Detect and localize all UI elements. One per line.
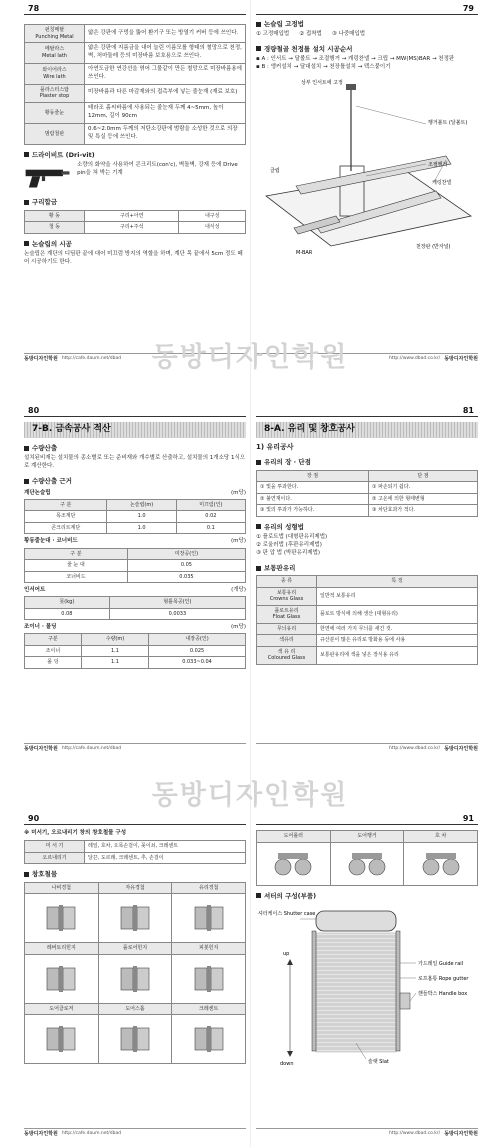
shutter-slat bbox=[316, 977, 396, 980]
shutter-slat bbox=[316, 989, 396, 992]
product-name: 메탈라스 Metal lath bbox=[25, 43, 85, 64]
column-header: 구 분 bbox=[25, 499, 107, 511]
table-cell: ① 파손되기 쉽다. bbox=[368, 482, 477, 494]
table-row bbox=[257, 493, 478, 505]
alloy-property: 내구성 bbox=[179, 210, 246, 222]
shutter-slat bbox=[316, 1049, 396, 1052]
hardware-photo-icon bbox=[102, 896, 169, 940]
stair-sub: 계단논슬립 (m당) bbox=[24, 489, 246, 496]
fix-list bbox=[256, 31, 478, 38]
glass-pros-cons-table bbox=[256, 470, 478, 517]
hardware-label-row bbox=[25, 1003, 246, 1015]
glass-feature: 플로트 방식에 의해 생산 (대형유리) bbox=[317, 605, 478, 623]
footer-url: http://www.dbad.co.kr/ bbox=[389, 356, 441, 362]
label-mbar: M-BAR bbox=[296, 249, 313, 256]
table-row bbox=[257, 605, 478, 623]
copper-heading: 구리합금 bbox=[24, 198, 246, 206]
page-91 bbox=[256, 810, 478, 1147]
page-number: 91 bbox=[462, 814, 474, 823]
stair-nonslip-table bbox=[24, 499, 246, 535]
table-row bbox=[257, 646, 478, 664]
product-name: 범람철판 bbox=[25, 123, 85, 144]
page-number: 78 bbox=[28, 4, 40, 13]
table-header-row bbox=[25, 499, 246, 511]
fix-item: ② 접착법 bbox=[299, 31, 322, 38]
hardware-image-cell bbox=[404, 842, 478, 885]
table-cell: 1.1 bbox=[81, 657, 148, 669]
page-footer bbox=[24, 743, 246, 752]
glass-feature: 한면에 여러 가지 무늬를 새긴 것. bbox=[317, 623, 478, 635]
table-cell: 1.0 bbox=[107, 511, 176, 523]
shutter-heading: 셔터의 구성(부품) bbox=[256, 892, 478, 900]
product-name: 황동줄눈 bbox=[25, 102, 85, 123]
roller-photo-icon bbox=[407, 845, 474, 883]
bullet-square-icon bbox=[24, 241, 29, 246]
fix-item: ① 고정매입법 bbox=[256, 31, 290, 38]
hardware-image-cell bbox=[98, 954, 172, 1003]
plain-heading: 보통판유리 bbox=[256, 564, 478, 572]
table-cell: 조이너 bbox=[25, 645, 82, 657]
product-desc: 미장바름과 다른 마감재와의 접촉부에 넣는 줄눈재 (재료 보호) bbox=[85, 84, 246, 102]
bullet-square-icon bbox=[256, 524, 261, 529]
roller-photo-icon bbox=[260, 845, 327, 883]
column-header: 종 류 bbox=[257, 576, 317, 588]
hardware-photo-icon bbox=[175, 896, 242, 940]
table-row bbox=[25, 210, 246, 222]
table-cell: 1.1 bbox=[81, 645, 148, 657]
hardware-image-cell bbox=[172, 954, 246, 1003]
hardware-image-cell bbox=[257, 842, 331, 885]
shutter-slat bbox=[316, 1041, 396, 1044]
page-81 bbox=[256, 402, 478, 762]
shutter-slat bbox=[316, 1021, 396, 1024]
shutter-slat bbox=[316, 1025, 396, 1028]
shutter-slat bbox=[316, 1001, 396, 1004]
table-row bbox=[25, 84, 246, 102]
calc-desc: 설치된비재는 설치물의 종소별로 또는 준비재와 개수별로 산출하고, 설치물의 1개소당 1식으로 계산한다. bbox=[24, 455, 246, 470]
glass-type: 색유리 bbox=[257, 635, 317, 647]
bullet-square-icon bbox=[24, 152, 29, 157]
table-row bbox=[25, 657, 246, 669]
column-header: 단 점 bbox=[368, 470, 477, 482]
hardware-label: 피봇힌지 bbox=[172, 943, 246, 955]
product-desc: 아연도금한 연강선을 엮어 그물같이 만든 철망으로 미장바름용에 쓰인다. bbox=[85, 63, 246, 84]
shutter-slat bbox=[316, 945, 396, 948]
table-header-row bbox=[25, 634, 246, 646]
top-rule bbox=[24, 14, 246, 15]
label-case: 셔터케이스 Shutter case bbox=[258, 910, 316, 917]
hardware-image-cell bbox=[98, 894, 172, 943]
table-cell: 몰 딩 bbox=[25, 657, 82, 669]
table-row bbox=[257, 482, 478, 494]
bullet-square-icon bbox=[24, 446, 29, 451]
table-cell: 0.0033 bbox=[109, 608, 245, 620]
page-footer bbox=[256, 743, 478, 752]
shutter-slat bbox=[316, 1045, 396, 1048]
label-clip: 클립 bbox=[270, 167, 280, 174]
shutter-slat bbox=[316, 1009, 396, 1012]
table-row bbox=[25, 852, 246, 864]
product-desc: 얇은 강판에 지름금을 내어 늘린 이름모를 형태의 철망으로 천정, 벽, 처마둘레 등의 미장바름 보호용으로 쓰인다. bbox=[85, 43, 246, 64]
shutter-slat bbox=[316, 1033, 396, 1036]
footer-logo: 동방디자인학원 bbox=[444, 355, 478, 362]
hardware-photo-icon bbox=[175, 957, 242, 1001]
plain-glass-table bbox=[256, 575, 478, 665]
shutter-slat bbox=[316, 1029, 396, 1032]
label-gutter: 로프홈통 Rope gutter bbox=[418, 975, 469, 982]
product-name: 플라스터스탑 Plaster stop bbox=[25, 84, 85, 102]
hardware-photo-icon bbox=[102, 957, 169, 1001]
top-rule bbox=[24, 824, 246, 825]
table-row bbox=[25, 123, 246, 144]
shutter-slat bbox=[316, 965, 396, 968]
ceiling-step-b: ▪ B : 앵커설치 → 달대설치 → 천장틀설치 → 텍스붙이기 bbox=[256, 63, 391, 70]
move-heading: ※ 미서기, 오르내리기 창의 창호철물 구성 bbox=[24, 830, 127, 836]
shutter-slat bbox=[316, 941, 396, 944]
shutter-slat bbox=[316, 969, 396, 972]
table-header-row bbox=[25, 548, 246, 560]
chapter-banner: 8-A. 유리 및 창호공사 bbox=[256, 422, 478, 438]
column-header: 구분 bbox=[25, 634, 82, 646]
label-rail: 가드레일 Guide rail bbox=[418, 960, 464, 967]
label-board: 천장판 (반자널) bbox=[416, 243, 451, 250]
window-type: 오르내리기 bbox=[25, 852, 85, 864]
table-row bbox=[25, 511, 246, 523]
page-footer bbox=[256, 1128, 478, 1137]
table-row bbox=[25, 43, 246, 64]
footer-logo: 동방디자인학원 bbox=[24, 1130, 58, 1137]
table-row bbox=[25, 102, 246, 123]
ceiling-step-a: ▪ A : 인서트 → 달볼트 → 조절행거 → 캐링찬넬 → 크립 → MW(MS)BAR → 천정판 bbox=[256, 56, 455, 63]
shutter-slat bbox=[316, 957, 396, 960]
bullet-square-icon bbox=[256, 22, 261, 27]
column-header: 수량(m) bbox=[81, 634, 148, 646]
glass-feature: 보통판유리에 색을 넣은 장식용 유리 bbox=[317, 646, 478, 664]
hardware-image-row bbox=[25, 954, 246, 1003]
footer-logo: 동방디자인학원 bbox=[444, 1130, 478, 1137]
label-up: up bbox=[283, 950, 290, 957]
table-row bbox=[257, 635, 478, 647]
spread-78-79 bbox=[0, 0, 500, 372]
label-channel: 캐링찬넬 bbox=[432, 179, 452, 186]
glass-type: 색 유 리 Coloured Glass bbox=[257, 646, 317, 664]
hardware-label: 유리경첩 bbox=[172, 882, 246, 894]
column-header: 미장공(인) bbox=[127, 548, 245, 560]
alloy-composition: 구리+아연 bbox=[85, 210, 179, 222]
footer-url: http://cafe.daum.net/dbad bbox=[61, 1131, 122, 1137]
table-cell: 0.033~0.04 bbox=[149, 657, 246, 669]
hardware-photo-icon bbox=[102, 1017, 169, 1061]
hardware-photo-icon bbox=[28, 896, 95, 940]
watermark-text: 동방디자인학원 bbox=[151, 780, 349, 811]
hardware-label: 호 차 bbox=[404, 831, 478, 843]
page-79 bbox=[256, 0, 478, 372]
page-footer bbox=[24, 1128, 246, 1137]
stair-heading: 논슬립의 시공 bbox=[24, 240, 246, 248]
page-number: 90 bbox=[28, 814, 40, 823]
watermark-text: 동방디자인학원 bbox=[151, 342, 349, 373]
glass-feature: 규산분이 많은 유리로 방화용 등에 사용 bbox=[317, 635, 478, 647]
table-row bbox=[25, 571, 246, 583]
page-number: 80 bbox=[28, 406, 40, 415]
metal-products-table bbox=[24, 24, 246, 145]
alloy-composition: 구리+주석 bbox=[85, 222, 179, 234]
table-cell: 코너비드 bbox=[25, 571, 128, 583]
table-row bbox=[25, 608, 246, 620]
footer-url: http://cafe.daum.net/dbad bbox=[61, 356, 122, 362]
hardware-image-cell bbox=[25, 954, 99, 1003]
footer-url: http://cafe.daum.net/dbad bbox=[61, 746, 122, 752]
hardware-label: 크레센트 bbox=[172, 1003, 246, 1015]
dri-vit-heading: 드라이비트 (Dri-vit) bbox=[24, 151, 246, 159]
dri-vit-desc: 소량의 화약을 사용하여 콘크리트(con'c), 벽돌벽, 강재 등에 Drive pin을 쳐 박는 기계 bbox=[77, 162, 238, 177]
make-item: ② 로울러법 (후판유리제법) bbox=[256, 541, 322, 548]
joint-table bbox=[24, 548, 246, 584]
shutter-slat bbox=[316, 1017, 396, 1020]
product-desc: 0.6~2.0mm 두께의 저탄소강판에 범람을 소성한 것으로 의장 및 특실 등에 쓰인다. bbox=[85, 123, 246, 144]
page-90 bbox=[24, 810, 246, 1147]
make-list bbox=[256, 534, 478, 558]
footer-url: http://www.dbad.co.kr/ bbox=[389, 746, 441, 752]
make-heading: 유리의 성형법 bbox=[256, 523, 478, 531]
hardware-image-cell bbox=[25, 1015, 99, 1064]
ceiling-frame-diagram bbox=[256, 76, 478, 266]
table-row bbox=[25, 522, 246, 534]
bullet-square-icon bbox=[256, 893, 261, 898]
shutter-slat bbox=[316, 973, 396, 976]
drivit-gun-icon bbox=[24, 162, 71, 192]
bullet-square-icon bbox=[256, 46, 261, 51]
hardware-label: 도어롤러 bbox=[257, 831, 331, 843]
spread-90-91 bbox=[0, 810, 500, 1147]
bullet-square-icon bbox=[256, 566, 261, 571]
table-row bbox=[25, 841, 246, 853]
shutter-slat bbox=[316, 993, 396, 996]
shutter-slat bbox=[316, 1037, 396, 1040]
table-cell: 0.035 bbox=[127, 571, 245, 583]
hardware-label: 플로어힌지 bbox=[98, 943, 172, 955]
window-type: 미 서 기 bbox=[25, 841, 85, 853]
shutter-slat bbox=[316, 1005, 396, 1008]
table-cell: ② 불연재이다. bbox=[257, 493, 369, 505]
footer-logo: 동방디자인학원 bbox=[24, 355, 58, 362]
chapter-banner: 7-B. 금속공사 적산 bbox=[24, 422, 246, 438]
calc-heading: 수량산출 bbox=[24, 444, 246, 452]
label-slat: 슬랫 Slat bbox=[368, 1058, 389, 1065]
pros-heading: 유리의 장 · 단점 bbox=[256, 458, 478, 466]
hardware-label-row bbox=[25, 882, 246, 894]
footer-logo: 동방디자인학원 bbox=[444, 745, 478, 752]
table-row bbox=[257, 505, 478, 517]
copper-table bbox=[24, 210, 246, 234]
roller-hardware-table bbox=[256, 830, 478, 886]
page-footer bbox=[24, 353, 246, 362]
table-header-row bbox=[25, 597, 246, 609]
hardware-image-row bbox=[25, 1015, 246, 1064]
shutter-diagram bbox=[256, 903, 478, 1073]
page-78 bbox=[24, 0, 246, 372]
insert-table bbox=[24, 596, 246, 620]
joiner-table bbox=[24, 633, 246, 669]
hardware-label: 나비경첩 bbox=[25, 882, 99, 894]
page-number: 79 bbox=[462, 4, 474, 13]
table-cell: ② 고온에 의한 형태변형 bbox=[368, 493, 477, 505]
bullet-square-icon bbox=[24, 479, 29, 484]
table-cell: 콘크리트계단 bbox=[25, 522, 107, 534]
table-cell: 목조계단 bbox=[25, 511, 107, 523]
table-cell: ③ 차단효과가 적다. bbox=[368, 505, 477, 517]
hardware-photo-icon bbox=[28, 1017, 95, 1061]
hardware-image-cell bbox=[98, 1015, 172, 1064]
product-name: 펀칭메탈 Punching Metal bbox=[25, 25, 85, 43]
top-rule bbox=[256, 824, 478, 825]
hardware-label: 도어클로저 bbox=[25, 1003, 99, 1015]
make-item: ① 플로트법 (대형판유리제법) bbox=[256, 533, 328, 540]
page-number: 81 bbox=[462, 406, 474, 415]
section-title: 1) 유리공사 bbox=[256, 443, 294, 451]
table-cell: 0.025 bbox=[149, 645, 246, 657]
fix-item: ③ 나중매입법 bbox=[331, 31, 366, 38]
table-header-row bbox=[257, 576, 478, 588]
shutter-slat bbox=[316, 961, 396, 964]
table-cell: 1.0 bbox=[107, 522, 176, 534]
table-row bbox=[25, 645, 246, 657]
table-row bbox=[25, 25, 246, 43]
alloy-name: 황 동 bbox=[25, 210, 85, 222]
joint-sub: 황동줄눈대 · 코너비드 (m당) bbox=[24, 538, 246, 545]
product-name: 와이어라스 Wire lath bbox=[25, 63, 85, 84]
top-rule bbox=[256, 14, 478, 15]
shutter-slat bbox=[316, 985, 396, 988]
shutter-slat bbox=[316, 1013, 396, 1016]
footer-url: http://www.dbad.co.kr/ bbox=[389, 1131, 441, 1137]
fix-heading: 논슬립 고정법 bbox=[256, 20, 478, 28]
spread-80-81 bbox=[0, 402, 500, 762]
label-bolt: 행거볼트 (달볼트) bbox=[428, 119, 468, 126]
column-header: 구 분 bbox=[25, 548, 128, 560]
ceiling-heading: 경량철골 천정틀 설치 시공순서 bbox=[256, 45, 478, 53]
page-80 bbox=[24, 402, 246, 762]
label-insert: 상부 인서트에 고정 bbox=[301, 79, 343, 86]
glass-type: 플로트유리 Float Glass bbox=[257, 605, 317, 623]
alloy-name: 청 동 bbox=[25, 222, 85, 234]
bullet-square-icon bbox=[24, 872, 29, 877]
table-cell: 0.08 bbox=[25, 608, 110, 620]
product-desc: 얇은 강판에 구멍을 뚫어 환기구 또는 방열기 커버 등에 쓰인다. bbox=[85, 25, 246, 43]
shutter-slat bbox=[316, 937, 396, 940]
window-hardware: 달끈, 도르래, 크레센트, 추, 손걸이 bbox=[85, 852, 246, 864]
roller-photo-icon bbox=[334, 845, 401, 883]
hardware-image-cell bbox=[172, 1015, 246, 1064]
joiner-sub: 조이너 · 몰딩 (m당) bbox=[24, 624, 246, 631]
column-header: 못(kg) bbox=[25, 597, 110, 609]
hardware-photo-icon bbox=[28, 957, 95, 1001]
hardware-image-cell bbox=[330, 842, 404, 885]
label-handle: 핸들박스 Handle box bbox=[418, 990, 468, 997]
hardware-heading: 창호철물 bbox=[24, 870, 246, 878]
alloy-property: 내식성 bbox=[179, 222, 246, 234]
hardware-image-cell bbox=[25, 894, 99, 943]
stair-desc: 논슬립은 계단의 디딤판 끝에 대어 미끄럼 방지의 역할을 하며, 계단 목 끝에서 5cm 정도 떼어 시공하기도 한다. bbox=[24, 251, 243, 266]
table-cell: ③ 빛의 투과가 가능하다. bbox=[257, 505, 369, 517]
hardware-image-cell bbox=[172, 894, 246, 943]
glass-feature: 일반적 보통유리 bbox=[317, 587, 478, 605]
hardware-label: 자유경첩 bbox=[98, 882, 172, 894]
table-row bbox=[25, 560, 246, 572]
shutter-slat bbox=[316, 997, 396, 1000]
hardware-label: 도어행거 bbox=[330, 831, 404, 843]
bullet-square-icon bbox=[256, 460, 261, 465]
product-desc: 테라조 흙씨바름에 사용되는 줄눈재 두께 4~5mm, 높이 12mm, 길이 90cm bbox=[85, 102, 246, 123]
column-header: 형틀목공(인) bbox=[109, 597, 245, 609]
shutter-slat bbox=[316, 953, 396, 956]
label-down: down bbox=[280, 1060, 294, 1067]
hardware-image-row bbox=[25, 894, 246, 943]
hardware-label-row bbox=[25, 943, 246, 955]
table-cell: 0.1 bbox=[176, 522, 245, 534]
table-row bbox=[257, 623, 478, 635]
hardware-grid bbox=[24, 882, 246, 1065]
make-item: ③ 판 압 법 (박판유리제법) bbox=[256, 549, 321, 556]
glass-type: 무늬유리 bbox=[257, 623, 317, 635]
shutter-slat bbox=[316, 933, 396, 936]
hardware-label-row bbox=[257, 831, 478, 843]
shutter-slat bbox=[316, 981, 396, 984]
table-row bbox=[25, 63, 246, 84]
table-cell: 0.02 bbox=[176, 511, 245, 523]
table-row bbox=[257, 587, 478, 605]
footer-logo: 동방디자인학원 bbox=[24, 745, 58, 752]
bullet-square-icon bbox=[24, 200, 29, 205]
table-header-row bbox=[257, 470, 478, 482]
window-hardware-table bbox=[24, 840, 246, 864]
top-rule bbox=[256, 416, 478, 417]
shutter-slat bbox=[316, 949, 396, 952]
glass-type: 보통유리 Crowns Glass bbox=[257, 587, 317, 605]
hardware-image-row bbox=[257, 842, 478, 885]
top-rule bbox=[24, 416, 246, 417]
hardware-photo-icon bbox=[175, 1017, 242, 1061]
table-cell: 0.05 bbox=[127, 560, 245, 572]
hardware-label: 레버토리힌지 bbox=[25, 943, 99, 955]
table-cell: ① 빛을 투과한다. bbox=[257, 482, 369, 494]
column-header: 내장공(인) bbox=[149, 634, 246, 646]
hardware-label: 도어스톱 bbox=[98, 1003, 172, 1015]
column-header: 논슬립(m) bbox=[107, 499, 176, 511]
page-footer bbox=[256, 353, 478, 362]
column-header: 장 점 bbox=[257, 470, 369, 482]
table-row bbox=[25, 222, 246, 234]
insert-sub: 인서어트 (개당) bbox=[24, 587, 246, 594]
basis-heading: 수량산출 근거 bbox=[24, 477, 246, 485]
table-cell: 줄 눈 대 bbox=[25, 560, 128, 572]
label-hanger: 조절행거 bbox=[428, 161, 448, 168]
window-hardware: 레일, 호차, 오목손걸이, 꽂이쇠, 크레센트 bbox=[85, 841, 246, 853]
column-header: 특 징 bbox=[317, 576, 478, 588]
column-header: 미끄럼(인) bbox=[176, 499, 245, 511]
